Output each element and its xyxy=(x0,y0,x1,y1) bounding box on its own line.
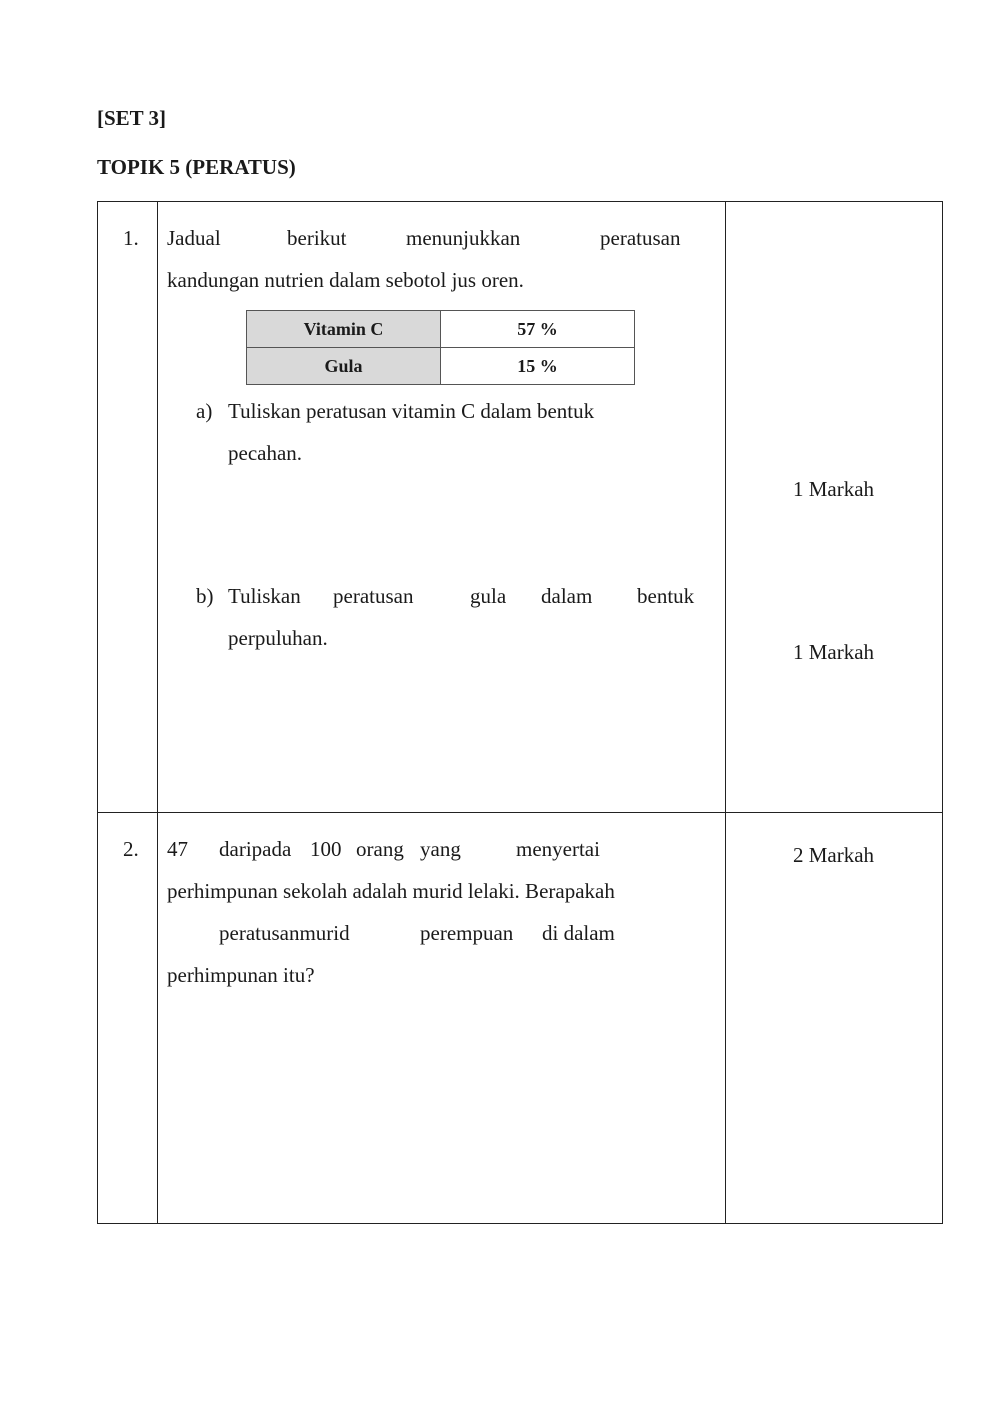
question-word: menyertai xyxy=(516,837,600,861)
table-border-bottom xyxy=(97,1223,943,1224)
part-question-line: Tuliskan peratusan vitamin C dalam bentuk xyxy=(228,399,595,423)
part-letter: a) xyxy=(196,399,213,423)
question-number: 1. xyxy=(123,226,139,250)
question-line: perhimpunan sekolah adalah murid lelaki. Berapakah xyxy=(167,879,615,903)
question-number: 2. xyxy=(123,837,139,861)
table-col-divider-number xyxy=(157,201,158,1224)
part-word: Tuliskan xyxy=(228,584,301,608)
part-question-line: pecahan. xyxy=(228,441,303,465)
part-letter: b) xyxy=(196,584,214,608)
part-question-line: perpuluhan. xyxy=(228,626,328,650)
table-row-divider xyxy=(97,812,943,813)
question-word: orang xyxy=(356,837,404,861)
table-border-left xyxy=(97,201,98,1224)
question-word: peratusanmurid xyxy=(219,921,350,945)
question-word: 47 xyxy=(167,837,188,861)
question-word: perempuan xyxy=(420,921,514,945)
table-border-top xyxy=(97,201,943,202)
table-border-right xyxy=(942,201,943,1224)
nutrient-value-cell: 57 % xyxy=(440,310,635,348)
intro-word: menunjukkan xyxy=(406,226,521,250)
intro-line: kandungan nutrien dalam sebotol jus oren. xyxy=(167,268,524,292)
nutrient-label-cell: Vitamin C xyxy=(246,310,441,348)
part-word: peratusan xyxy=(333,584,414,608)
marks-label: 2 Markah xyxy=(792,843,875,867)
nutrient-value-cell: 15 % xyxy=(440,347,635,385)
part-word: dalam xyxy=(541,584,593,608)
question-word: di dalam xyxy=(542,921,615,945)
question-word: yang xyxy=(420,837,461,861)
part-word: bentuk xyxy=(637,584,695,608)
intro-word: Jadual xyxy=(167,226,221,250)
intro-word: berikut xyxy=(287,226,347,250)
topic-title: TOPIK 5 (PERATUS) xyxy=(97,155,296,179)
intro-word: peratusan xyxy=(600,226,681,250)
set-label: [SET 3] xyxy=(97,106,167,130)
marks-label: 1 Markah xyxy=(792,477,875,501)
question-line: perhimpunan itu? xyxy=(167,963,315,987)
marks-label: 1 Markah xyxy=(792,640,875,664)
nutrient-label-cell: Gula xyxy=(246,347,441,385)
question-word: 100 xyxy=(310,837,342,861)
question-word: daripada xyxy=(219,837,292,861)
table-col-divider-marks xyxy=(725,201,726,1224)
part-word: gula xyxy=(470,584,507,608)
